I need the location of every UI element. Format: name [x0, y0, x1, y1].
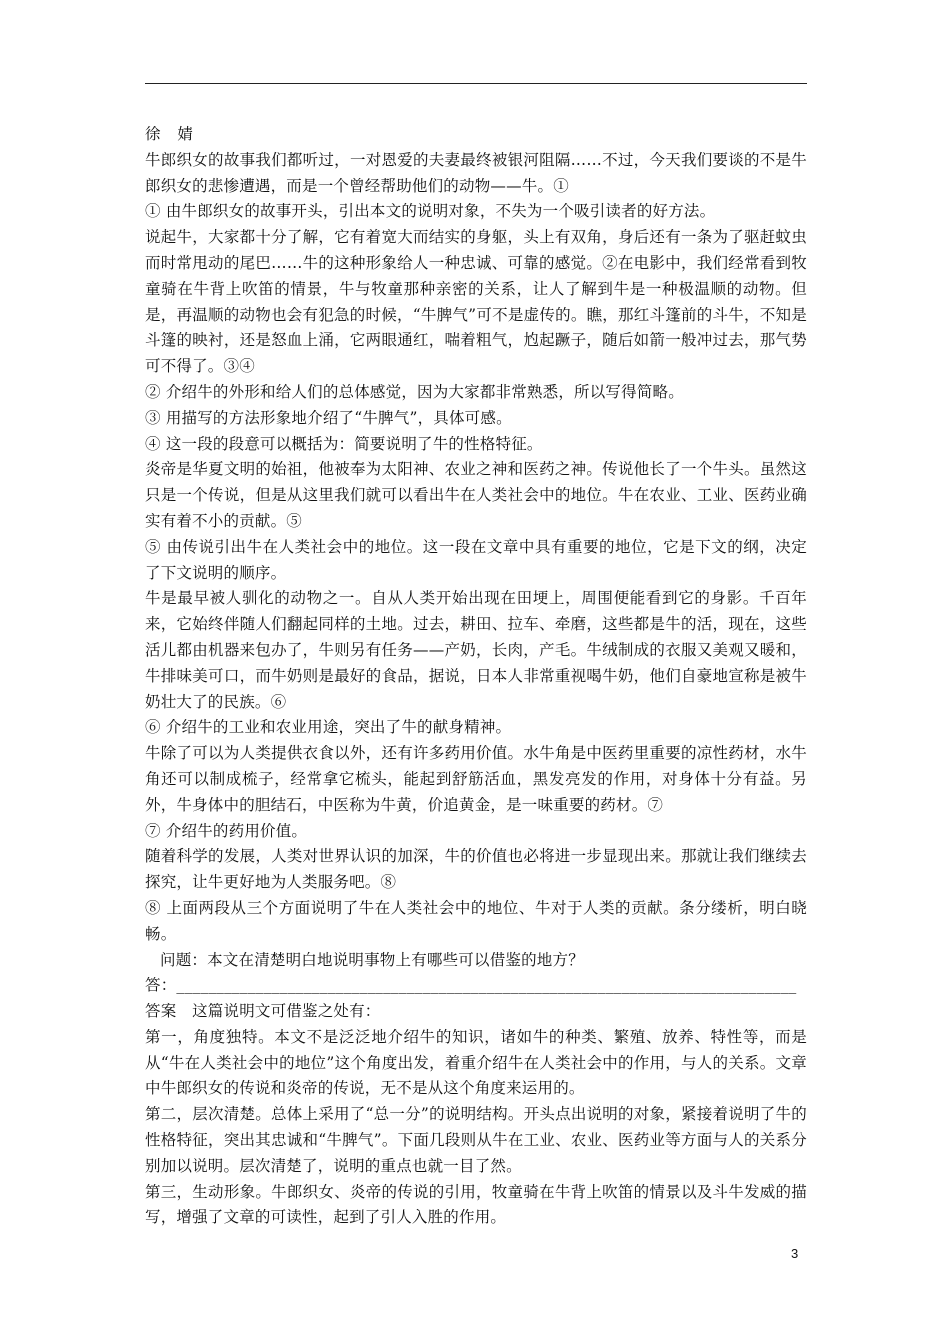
annotation-note: ⑤ 由传说引出牛在人类社会中的地位。这一段在文章中具有重要的地位，它是下文的纲，决定了下文说明的顺序。 — [145, 537, 807, 582]
answer-paragraph: 第三，生动形象。牛郎织女、炎帝的传说的引用，牧童骑在牛背上吹笛的情景以及斗牛发威的描写，增强了文章的可读性，起到了引人入胜的作用。 — [145, 1182, 807, 1227]
answer-heading: 答案 这篇说明文可借鉴之处有： — [145, 1002, 381, 1021]
article-paragraph: 牛除了可以为人类提供衣食以外，还有许多药用价值。水牛角是中医药里重要的凉性药材，水牛角还可以制成梳子，经常拿它梳头，能起到舒筋活血，黑发亮发的作用，对身体十分有益。另外，牛身体中的胆结石，中医称为牛黄，价追黄金，是一味重要的药材。⑦ — [145, 744, 807, 814]
article-paragraph: 随着科学的发展，人类对世界认识的加深，牛的价值也必将进一步显现出来。那就让我们继续去探究，让牛更好地为人类服务吧。⑧ — [145, 847, 807, 892]
annotation-note: ④ 这一段的段意可以概括为：简要说明了牛的性格特征。 — [145, 434, 543, 453]
header-rule — [145, 83, 807, 84]
answer-paragraph: 第二，层次清楚。总体上采用了“总一分”的说明结构。开头点出说明的对象，紧接着说明了牛的性格特征，突出其忠诚和“牛脾气”。下面几段则从牛在工业、农业、医药业等方面与人的关系分别加以说明。层次清楚了，说明的重点也就一目了然。 — [145, 1105, 807, 1175]
document-body — [145, 122, 807, 1231]
annotation-note: ⑦ 介绍牛的药用价值。 — [145, 821, 308, 840]
annotation-note: ⑥ 介绍牛的工业和农业用途，突出了牛的献身精神。 — [145, 718, 512, 737]
author-name: 徐 婧 — [145, 125, 199, 143]
article-paragraph: 牛是最早被人驯化的动物之一。自从人类开始出现在田埂上，周围便能看到它的身影。千百年来，它始终伴随人们翻起同样的土地。过去，耕田、拉车、牵磨，这些都是牛的活，现在，这些活儿都由机器来包办了，牛则另有任务——产奶，长肉，产毛。牛绒制成的衣服又美观又暖和，牛排味美可口，而牛奶则是最好的食品，据说，日本人非常重视喝牛奶，他们自豪地宣称是被牛奶壮大了的民族。⑥ — [145, 589, 807, 711]
article-paragraph: 炎帝是华夏文明的始祖，他被奉为太阳神、农业之神和医药之神。传说他长了一个牛头。虽然这只是一个传说，但是从这里我们就可以看出牛在人类社会中的地位。牛在农业、工业、医药业确实有着不小的贡献。⑤ — [145, 460, 807, 530]
annotation-note: ② 介绍牛的外形和给人们的总体感觉，因为大家都非常熟悉，所以写得简略。 — [145, 382, 684, 401]
article-paragraph: 说起牛，大家都十分了解，它有着宽大而结实的身躯，头上有双角，身后还有一条为了驱赶蚊虫而时常甩动的尾巴……牛的这种形象给人一种忠诚、可靠的感觉。②在电影中，我们经常看到牧童骑在牛背上吹笛的情景，牛与牧童那种亲密的关系，让人了解到牛是一种极温顺的动物。但是，再温顺的动物也会有犯急的时候，“牛脾气”可不是虚传的。瞧，那红斗篷前的斗牛，不知是斗篷的映衬，还是怒血上涌，它两眼通红，喘着粗气，尥起蹶子，随后如箭一般冲过去，那气势可不得了。③④ — [145, 228, 807, 376]
annotation-note: ⑧ 上面两段从三个方面说明了牛在人类社会中的地位、牛对于人类的贡献。条分缕析，明白晓畅。 — [145, 898, 807, 943]
annotation-note: ① 由牛郎织女的故事开头，引出本文的说明对象，不失为一个吸引读者的好方法。 — [145, 202, 716, 221]
page-number: 3 — [791, 1246, 799, 1261]
annotation-note: ③ 用描写的方法形象地介绍了“牛脾气”，具体可感。 — [145, 408, 512, 427]
answer-paragraph: 第一，角度独特。本文不是泛泛地介绍牛的知识，诸如牛的种类、繁殖、放养、特性等，而是从“牛在人类社会中的地位”这个角度出发，着重介绍牛在人类社会中的作用，与人的关系。文章中牛郎织女的传说和炎帝的传说，无不是从这个角度来运用的。 — [145, 1027, 807, 1098]
answer-blank: 答：______________________________________________________________________________ — [145, 976, 797, 995]
question-text: 问题：本文在清楚明白地说明事物上有哪些可以借鉴的地方？ — [160, 950, 584, 969]
article-paragraph: 牛郎织女的故事我们都听过，一对恩爱的夫妻最终被银河阻隔……不过，今天我们要谈的不是牛郎织女的悲惨遭遇，而是一个曾经帮助他们的动物——牛。① — [145, 150, 807, 195]
